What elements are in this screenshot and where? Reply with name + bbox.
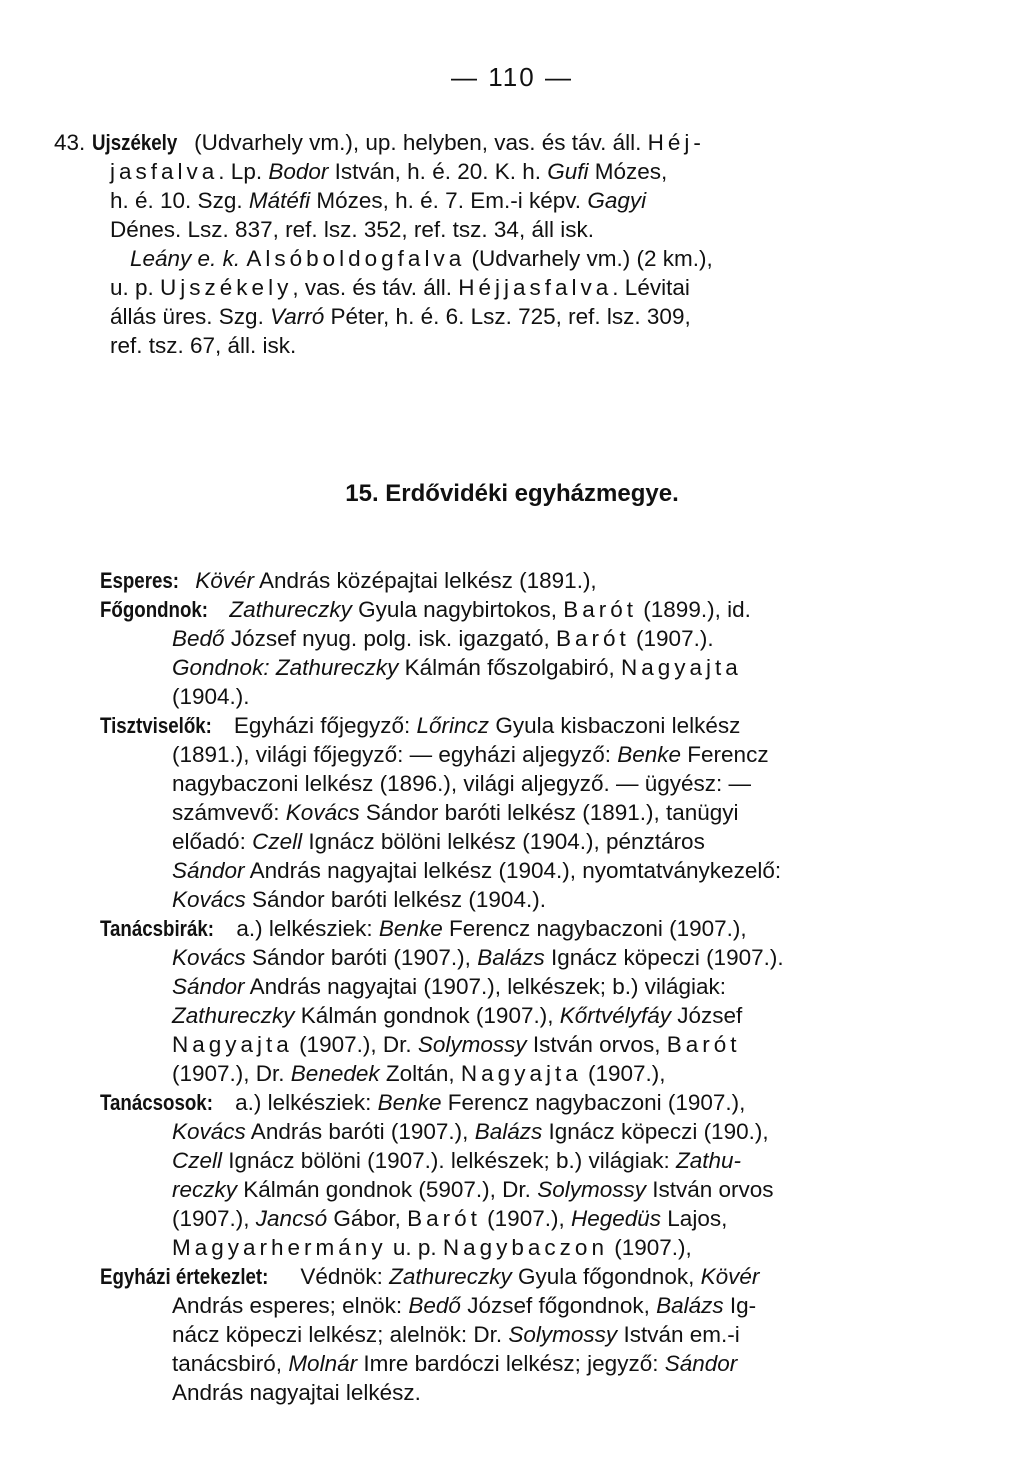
text-line-17: számvevő: Kovács Sándor baróti lelkész (1891.), tanügyi (172, 800, 739, 825)
text-line-33: Egyházi értekezlet: Védnök: Zathureczky Gyula főgondnok, Kövér (100, 1264, 760, 1289)
text-line-21: Tanácsbirák: a.) lelkésziek: Benke Ferencz nagybaczoni (1907.), (100, 916, 747, 941)
text-line-19: Sándor András nagyajtai lelkész (1904.), nyomtatványkezelő: (172, 858, 782, 883)
text-line-18: előadó: Czell Ignácz bölöni lelkész (1904.), pénztáros (172, 829, 705, 854)
text-line-26: (1907.), Dr. Benedek Zoltán, Nagyajta (1907.), (172, 1061, 666, 1086)
text-line-27: Tanácsosok: a.) lelkésziek: Benke Ferencz nagybaczoni (1907.), (100, 1090, 746, 1115)
text-line-3: h. é. 10. Szg. Mátéfi Mózes, h. é. 7. Em.-i képv. Gagyi (110, 188, 647, 213)
text-line-10: Főgondnok: Zathureczky Gyula nagybirtokos, Barót (1899.), id. (100, 597, 751, 622)
text-line-37: András nagyajtai lelkész. (172, 1380, 421, 1405)
text-line-4: Dénes. Lsz. 837, ref. lsz. 352, ref. tsz. 34, áll isk. (110, 217, 594, 242)
text-line-29: Czell Ignácz bölöni (1907.). lelkészek; b.) világiak: Zathu- (172, 1148, 742, 1173)
text-line-36: tanácsbiró, Molnár Imre bardóczi lelkész; jegyző: Sándor (172, 1351, 738, 1376)
text-line-8: ref. tsz. 67, áll. isk. (110, 333, 297, 358)
page-number: — 110 — (451, 62, 573, 92)
text-line-11: Bedő József nyug. polg. isk. igazgató, Barót (1907.). (172, 626, 714, 651)
text-line-7: állás üres. Szg. Varró Péter, h. é. 6. Lsz. 725, ref. lsz. 309, (110, 304, 691, 329)
text-line-6: u. p. Ujszékely, vas. és táv. áll. Héjjasfalva. Lévitai (110, 275, 690, 300)
text-line-31: (1907.), Jancsó Gábor, Barót (1907.), Hegedüs Lajos, (172, 1206, 728, 1231)
text-line-12: Gondnok: Zathureczky Kálmán főszolgabiró, Nagyajta (172, 655, 742, 680)
text-line-25: Nagyajta (1907.), Dr. Solymossy István orvos, Barót (172, 1032, 741, 1057)
text-line-9: Esperes: Kövér András középajtai lelkész (1891.), (100, 568, 597, 593)
text-line-34: András esperes; elnök: Bedő József főgondnok, Balázs Ig- (172, 1293, 757, 1318)
text-line-13: (1904.). (172, 684, 250, 709)
text-line-35: nácz köpeczi lelkész; alelnök: Dr. Solymossy István em.-i (172, 1322, 740, 1347)
text-line-20: Kovács Sándor baróti lelkész (1904.). (172, 887, 546, 912)
section-title: 15. Erdővidéki egyházmegye. (345, 480, 679, 507)
text-line-1: 43. Ujszékely (Udvarhely vm.), up. helyben, vas. és táv. áll. Héj- (54, 130, 705, 155)
text-line-24: Zathureczky Kálmán gondnok (1907.), Kőrtvélyfáy József (172, 1003, 743, 1028)
text-line-30: reczky Kálmán gondnok (5907.), Dr. Solymossy István orvos (172, 1177, 774, 1202)
text-line-22: Kovács Sándor baróti (1907.), Balázs Ignácz köpeczi (1907.). (172, 945, 784, 970)
text-line-32: Magyarhermány u. p. Nagybaczon (1907.), (172, 1235, 692, 1260)
text-line-14: Tisztviselők: Egyházi főjegyző: Lőrincz Gyula kisbaczoni lelkész (100, 713, 741, 738)
text-line-2: jasfalva. Lp. Bodor István, h. é. 20. K. h. Gufi Mózes, (110, 159, 668, 184)
text-line-15: (1891.), világi főjegyző: — egyházi aljegyző: Benke Ferencz (172, 742, 769, 767)
text-line-16: nagybaczoni lelkész (1896.), világi aljegyző. — ügyész: — (172, 771, 752, 796)
text-line-28: Kovács András baróti (1907.), Balázs Ignácz köpeczi (190.), (172, 1119, 769, 1144)
text-line-23: Sándor András nagyajtai (1907.), lelkészek; b.) világiak: (172, 974, 727, 999)
text-line-5: Leány e. k. Alsóboldogfalva (Udvarhely vm.) (2 km.), (130, 246, 713, 271)
